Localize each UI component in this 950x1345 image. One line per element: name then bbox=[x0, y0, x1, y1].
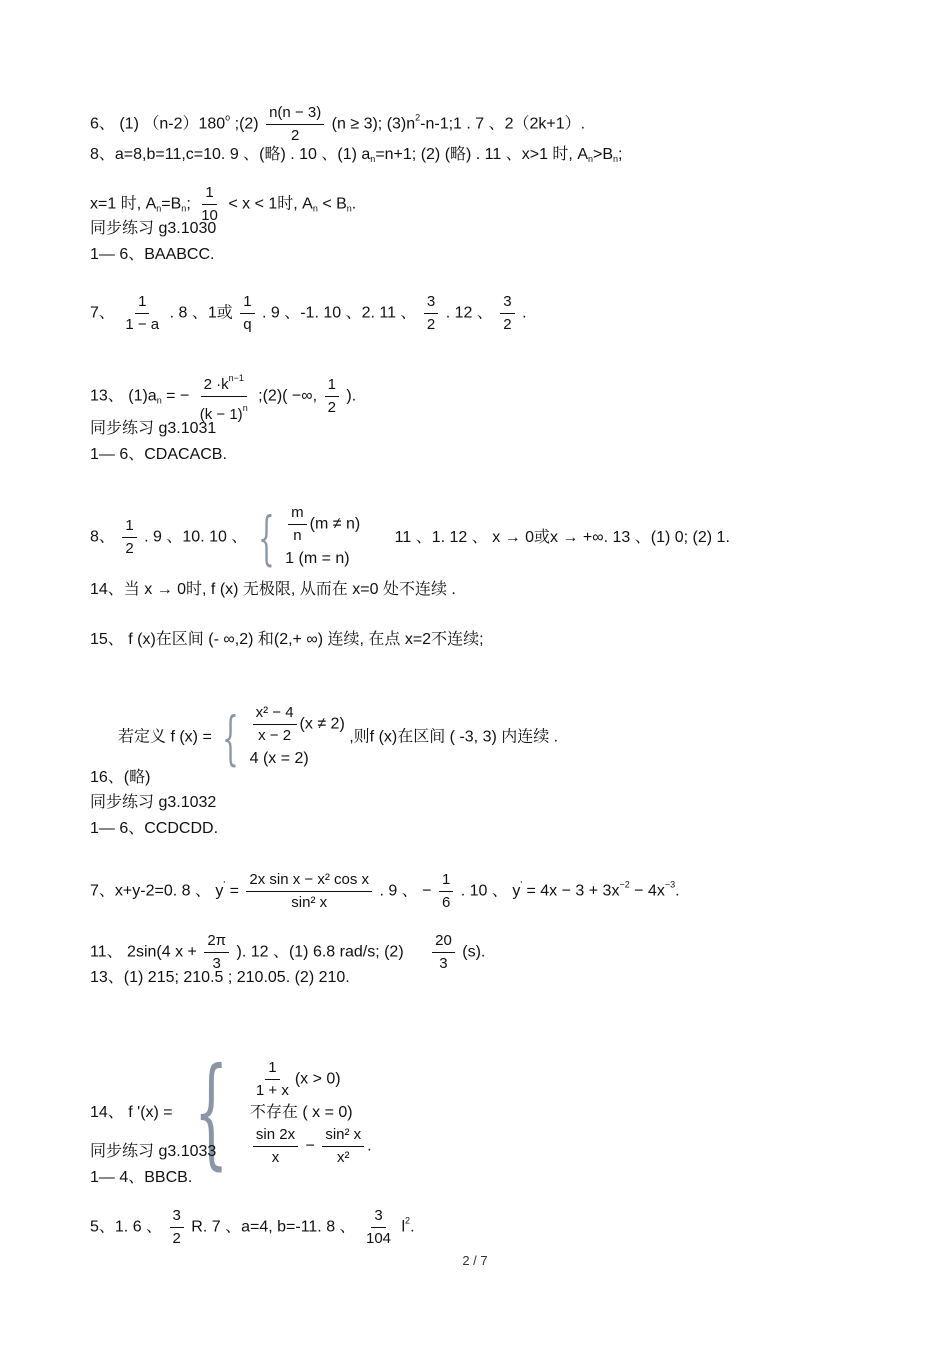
fraction: $\frac{1}{2}$ bbox=[122, 516, 136, 559]
answer-line-16: 16、(略) bbox=[90, 769, 151, 786]
answer-line-8-cont: x=1 时, $A_n=B_n$; $\frac{1}{10}$ < x < 1时, $A_n < B_n$. bbox=[90, 184, 357, 224]
answer-line-5: 5、1. 6 、 $\frac{3}{2}$ R. 7 、a=4, b=-11. 8 、 $\frac{3}{104}$ $l^2$. bbox=[90, 1207, 415, 1247]
answer-line-15: 15、 f (x)在区间 (- ∞,2) 和(2,+ ∞) 连续, 在点 x=2不连续; bbox=[90, 631, 484, 648]
answer-line-1-6: 1— 6、CDACACB. bbox=[90, 446, 227, 463]
fraction: $\frac{3}{2}$ bbox=[424, 292, 438, 335]
fraction: $\frac{3}{2}$ bbox=[170, 1206, 184, 1249]
fraction: $\frac{1}{q}$ bbox=[240, 292, 254, 335]
left-brace-icon: { bbox=[257, 503, 275, 572]
section-heading-g3-1031: 同步练习 g3.1031 bbox=[90, 420, 217, 437]
fraction: $\frac{20}{3}$ bbox=[432, 931, 455, 974]
text: -n-1;1 . 7 、2（2k+1）. bbox=[420, 115, 586, 133]
fraction: $\frac{3}{2}$ bbox=[500, 292, 514, 335]
superscript: o bbox=[225, 112, 231, 123]
answer-line-1-6: 1— 6、BAABCC. bbox=[90, 246, 215, 263]
answer-line-15-definition: 若定义 f (x) = { $\frac{\text{x² − 4}}{x - 2}$ (x ≠ 2) 4 (x = 2) ,则f (x)在区间 ( -3, 3) 内连续 . bbox=[118, 703, 559, 772]
answer-line-8: 8、a=8,b=11,c=10. 9 、(略) . 10 、(1) $a_n=n+1$; (2) (略) . 11 、x>1 时, $A_n>B_n$; bbox=[90, 146, 623, 164]
answer-line-14-derivative: 14、 f '(x) = { $\frac{1}{1 + x}$ (x > 0) 不存在 ( x = 0) $\frac{\sin 2x}{x}$ − $\frac{\text{sin² x}}{\text{x²}}$ . bbox=[90, 1043, 372, 1182]
answer-line-1-4: 1— 4、BBCB. bbox=[90, 1169, 193, 1186]
answer-line-1-6: 1— 6、CCDCDD. bbox=[90, 820, 219, 837]
answer-line-7-derivative: 7、x+y-2=0. 8 、 y' = $\frac{\text{2x sin x − x² cos x}}{\text{sin² x}}$ . 9 、 − $\frac{1}{6}$ . 10 、 $y' = 4x - 3 + 3x^{-2} - 4x^{-3}$. bbox=[90, 871, 680, 911]
section-heading-g3-1032: 同步练习 g3.1032 bbox=[90, 794, 217, 811]
piecewise-cases: $\frac{m}{n}$ (m ≠ n) 1 (m = n) bbox=[285, 504, 361, 567]
answer-line-14: 14、当 x → 0时, f (x) 无极限, 从而在 x=0 处不连续 . bbox=[90, 581, 456, 598]
page-number: 2 / 7 bbox=[462, 1253, 488, 1268]
fraction: $\frac{1}{2}$ bbox=[325, 375, 339, 418]
fraction: $\frac{3}{104}$ bbox=[366, 1207, 392, 1247]
fraction: $\frac{2 \cdot k^{n-1}}{(k - 1)^n}$ bbox=[197, 368, 251, 425]
fraction: $\frac{1}{6}$ bbox=[439, 870, 453, 913]
text: 6、 (1) （n-2）180 bbox=[90, 115, 226, 133]
fraction: $\frac{\text{2x sin x − x² cos x}}{\text{sin² x}}$ bbox=[246, 870, 372, 913]
fraction: $\frac{1}{1 - a}$ bbox=[125, 293, 160, 333]
answer-line-7: 7、 $\frac{1}{1 - a}$ . 8 、1或 $\frac{1}{q}$ . 9 、-1. 10 、2. 11 、 $\frac{3}{2}$ . 12 、 $\frac{3}{2}$ . bbox=[90, 293, 527, 333]
text: ;(2) bbox=[230, 115, 259, 133]
answer-line-6 bbox=[90, 103, 585, 146]
piecewise-cases: $\frac{\text{x² − 4}}{x - 2}$ (x ≠ 2) 4 (x = 2) bbox=[249, 704, 345, 767]
fraction: $\frac{1}{10}$ bbox=[201, 184, 218, 224]
section-heading-g3-1030: 同步练习 g3.1030 bbox=[90, 220, 217, 237]
section-heading-g3-1033: 同步练习 g3.1033 bbox=[90, 1143, 217, 1160]
fraction: $\frac{n(n - 3)}{2}$ bbox=[266, 103, 324, 146]
piecewise-cases: $\frac{1}{1 + x}$ (x > 0) 不存在 ( x = 0) $\frac{\sin 2x}{x}$ − $\frac{\text{sin² x}}{\text{x²}}$ . bbox=[249, 1059, 372, 1166]
fraction: $\frac{2\pi}{3}$ bbox=[204, 931, 229, 974]
superscript: 2 bbox=[415, 112, 421, 123]
answer-line-11: 11、 2sin(4 x + $\frac{2\pi}{3}$ ). 12 、(1) 6.8 rad/s; (2) $\frac{20}{3}$ (s). bbox=[90, 932, 486, 972]
answer-line-13: 13、 $(1)a_n$ = − $\frac{2 \cdot k^{n-1}}{(k - 1)^n}$ ;(2)( −∞, $\frac{1}{2}$ ). bbox=[90, 368, 356, 425]
left-brace-icon: { bbox=[222, 703, 240, 772]
left-brace-icon: { bbox=[194, 1043, 229, 1182]
answer-line-8-piecewise: 8、 $\frac{1}{2}$ . 9 、10. 10 、 { $\frac{m}{n}$ (m ≠ n) 1 (m = n) 11 、1. 12 、 x → 0或x → +∞. 13 、(1) 0; (2) 1. bbox=[90, 503, 730, 572]
answer-line-13: 13、(1) 215; 210.5 ; 210.05. (2) 210. bbox=[90, 969, 350, 986]
text: (n ≥ 3); (3)n bbox=[331, 115, 416, 133]
